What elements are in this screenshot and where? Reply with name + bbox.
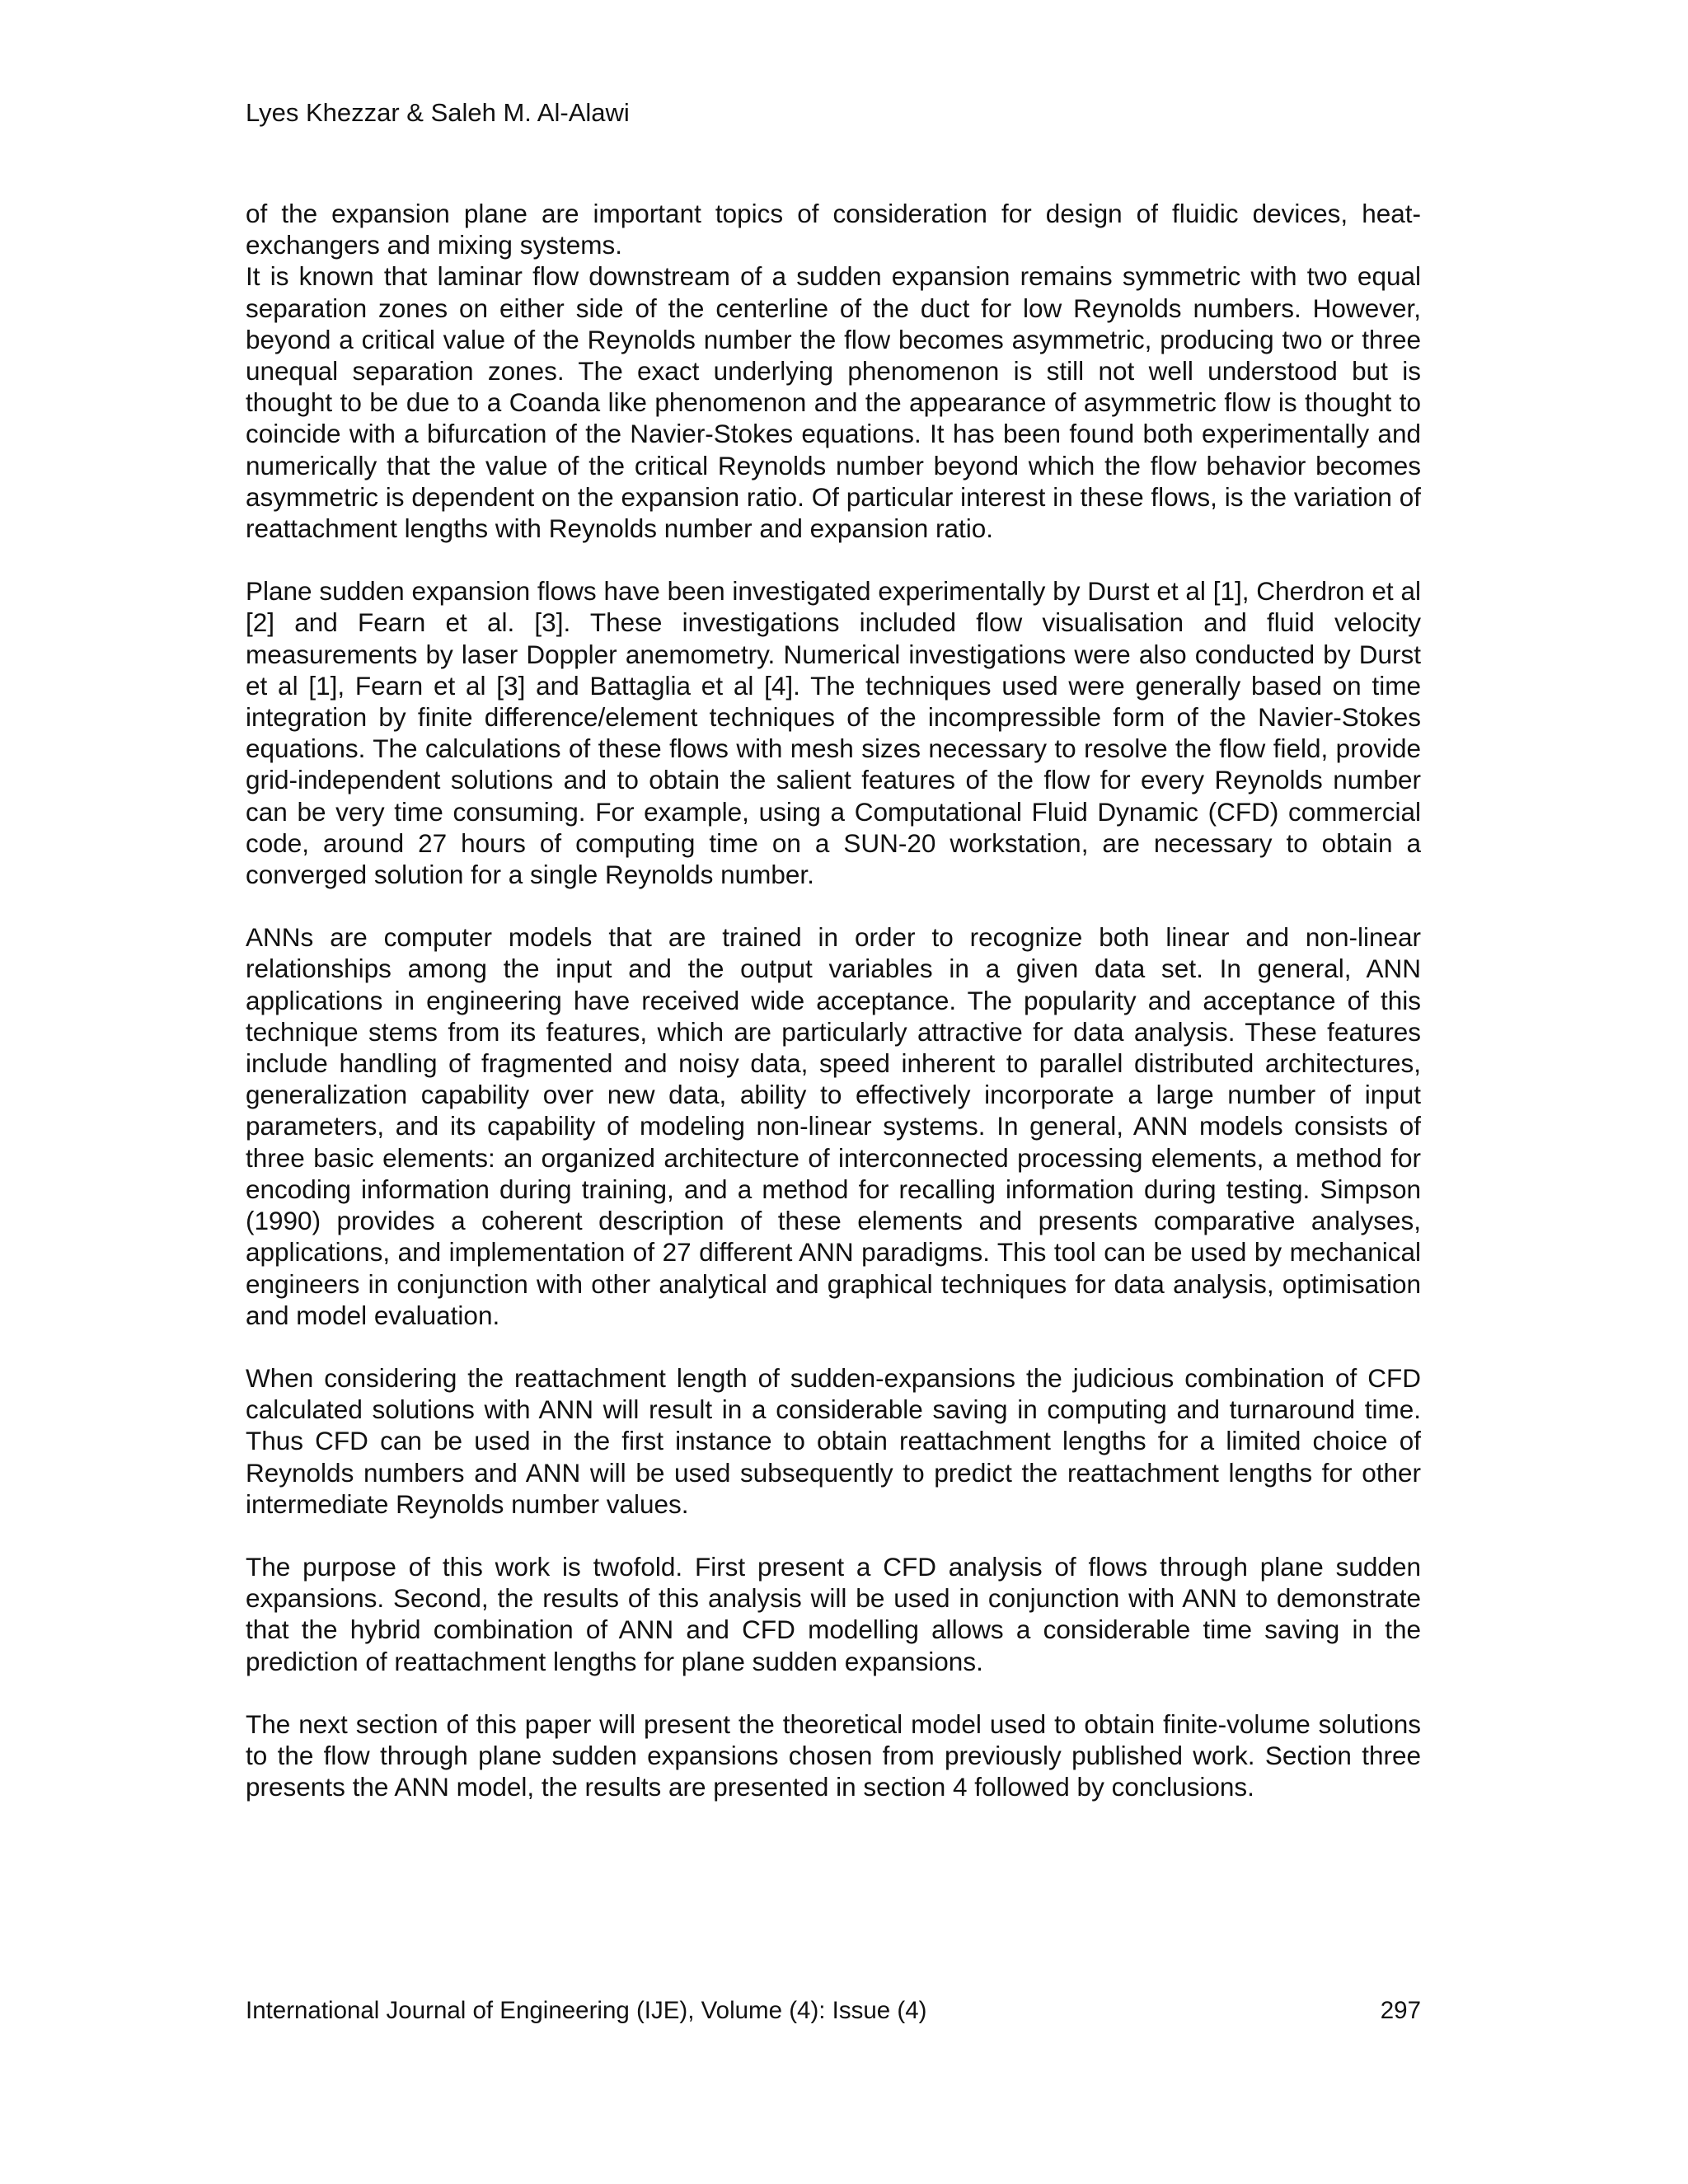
body-text bbox=[246, 198, 1421, 1834]
paragraph-continuation: of the expansion plane are important topics of consideration for design of fluidic devices, heat-exchangers and mixing systems. bbox=[246, 199, 1421, 260]
paragraph-laminar-flow: It is known that laminar flow downstream of a sudden expansion remains symmetric with two equal separation zones on either side of the centerline of the duct for low Reynolds numbers. However, beyond a critical value of the Reynolds number the flow becomes asymmetric, producing two or three unequal separation zones. The exact underlying phenomenon is still not well understood but is thought to be due to a Coanda like phenomenon and the appearance of asymmetric flow is thought to coincide with a bifurcation of the Navier-Stokes equations. It has been found both experimentally and numerically that the value of the critical Reynolds number beyond which the flow behavior becomes asymmetric is dependent on the expansion ratio. Of particular interest in these flows, is the variation of reattachment lengths with Reynolds number and expansion ratio. bbox=[246, 261, 1421, 544]
footer-journal-info: International Journal of Engineering (IJE), Volume (4): Issue (4) bbox=[246, 1997, 927, 2024]
page-footer bbox=[246, 1996, 1421, 2026]
running-header-authors: Lyes Khezzar & Saleh M. Al-Alawi bbox=[246, 98, 630, 127]
paragraph-cfd-ann-combination: When considering the reattachment length of sudden-expansions the judicious combination of CFD calculated solutions with ANN will result in a considerable saving in computing and turnaround time. Thus CFD can be used in the first instance to obtain reattachment lengths for a limited choice of Reynolds numbers and ANN will be used subsequently to predict the reattachment lengths for other intermediate Reynolds number values. bbox=[246, 1362, 1421, 1519]
paragraph-ann-overview: ANNs are computer models that are trained in order to recognize both linear and non-linear relationships among the input and the output variables in a given data set. In general, ANN applications in engineering have received wide acceptance. The popularity and acceptance of this technique stems from its features, which are particularly attractive for data analysis. These features include handling of fragmented and noisy data, speed inherent to parallel distributed architectures, generalization capability over new data, ability to effectively incorporate a large number of input parameters, and its capability of modeling non-linear systems. In general, ANN models consists of three basic elements: an organized architecture of interconnected processing elements, a method for encoding information during training, and a method for recalling information during testing. Simpson (1990) provides a coherent description of these elements and presents comparative analyses, applications, and implementation of 27 different ANN paradigms. This tool can be used by mechanical engineers in conjunction with other analytical and graphical techniques for data analysis, optimisation and model evaluation. bbox=[246, 922, 1421, 1330]
paragraph-paper-outline: The next section of this paper will present the theoretical model used to obtain finite-volume solutions to the flow through plane sudden expansions chosen from previously published work. Section three presents the ANN model, the results are presented in section 4 followed by conclusions. bbox=[246, 1708, 1421, 1802]
paragraph-purpose: The purpose of this work is twofold. First present a CFD analysis of flows through plane sudden expansions. Second, the results of this analysis will be used in conjunction with ANN to demonstrate that the hybrid combination of ANN and CFD modelling allows a considerable time saving in the prediction of reattachment lengths for plane sudden expansions. bbox=[246, 1551, 1421, 1676]
paragraph-previous-investigations: Plane sudden expansion flows have been investigated experimentally by Durst et al [1], Cherdron et al [2] and Fearn et al. [3]. These investigations included flow visualisation and fluid velocity measurements by laser Doppler anemometry. Numerical investigations were also conducted by Durst et al [1], Fearn et al [3] and Battaglia et al [4]. The techniques used were generally based on time integration by finite difference/element techniques of the incompressible form of the Navier-Stokes equations. The calculations of these flows with mesh sizes necessary to resolve the flow field, provide grid-independent solutions and to obtain the salient features of the flow for every Reynolds number can be very time consuming. For example, using a Computational Fluid Dynamic (CFD) commercial code, around 27 hours of computing time on a SUN-20 workstation, are necessary to obtain a converged solution for a single Reynolds number. bbox=[246, 576, 1421, 890]
footer-page-number: 297 bbox=[1380, 1997, 1421, 2024]
